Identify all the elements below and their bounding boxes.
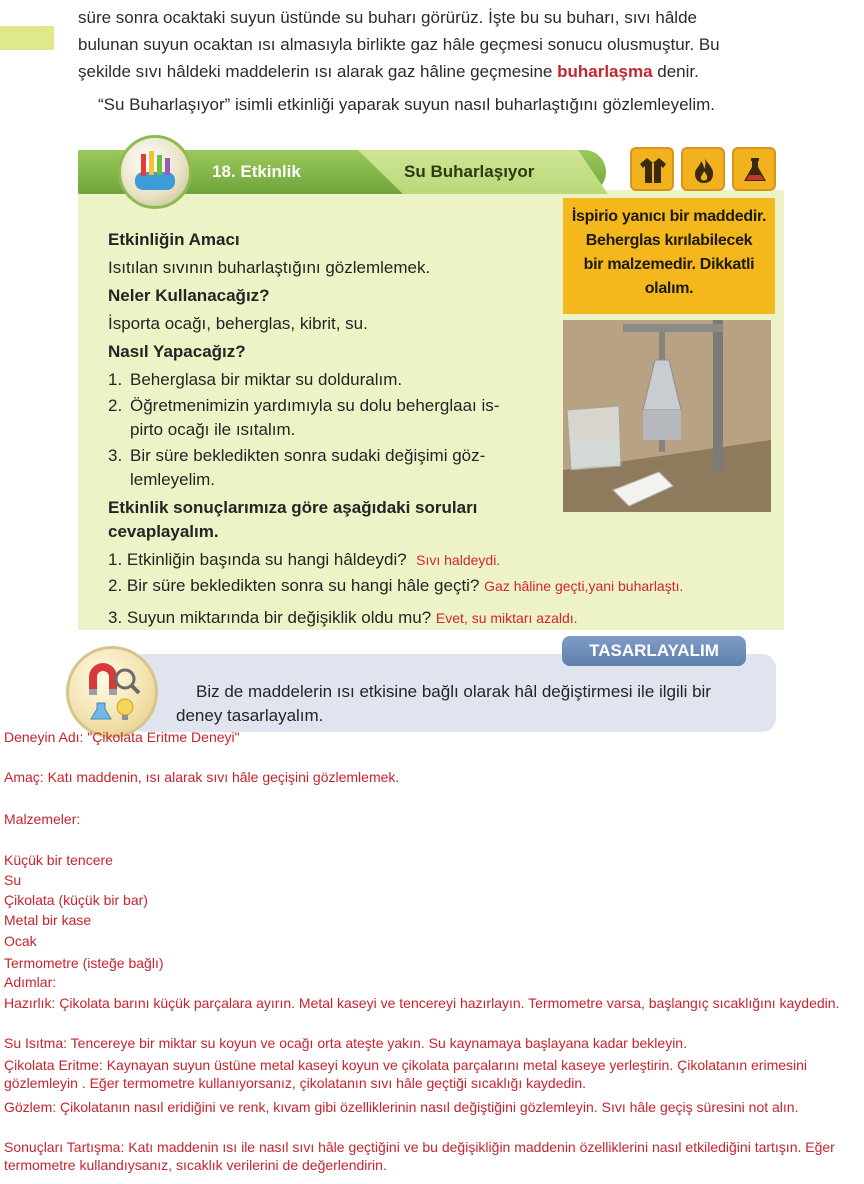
step-text: pirto ocağı ile ısıtalım.: [130, 420, 296, 439]
list-item: [108, 394, 552, 442]
step-text: Bir süre bekledikten sonra sudaki değişimi göz-: [130, 446, 486, 465]
materials-text: İsporta ocağı, beherglas, kibrit, su.: [108, 314, 368, 333]
experiment-step: Hazırlık: Çikolata barını küçük parçalara ayırın. Metal kaseyi ve tencereyi hazırlayın. Termometre varsa, başlangıç sıcaklığını kaydedin.: [4, 995, 840, 1011]
warning-line: İspirio yanıcı bir maddedir.: [571, 208, 767, 225]
experiment-step: Gözlem: Çikolatanın nasıl eridiğini ve renk, kıvam gibi özelliklerinin nasıl değiştiğini gözlemleyin. Sıvı hâle geçiş süresini not alın.: [4, 1099, 799, 1115]
question-number: 3.: [108, 608, 123, 627]
list-item: [108, 444, 552, 492]
results-heading: cevaplayalım.: [108, 522, 219, 541]
question-text: Bir süre bekledikten sonra su hangi hâle geçti?: [126, 576, 480, 595]
intro-line: [78, 58, 798, 85]
experiment-step: Su Isıtma: Tencereye bir miktar su koyun ve ocağı orta ateşte yakın. Su kaynamaya başlayana kadar bekleyin.: [4, 1035, 687, 1051]
step-number: 2.: [108, 396, 123, 415]
experiment-aim: Amaç: Katı maddenin, ısı alarak sıvı hâle geçişini gözlemlemek.: [4, 769, 400, 785]
material-item: Termometre (isteğe bağlı): [4, 955, 164, 971]
material-item: Küçük bir tencere: [4, 852, 113, 868]
activity-number: 18. Etkinlik: [212, 162, 301, 181]
question-text: Etkinliğin başında su hangi hâldeydi?: [126, 550, 407, 569]
intro-line: süre sonra ocaktaki suyun üstünde su buharı görürüz. İşte bu su buharı, sıvı hâlde: [78, 8, 697, 27]
answer-text: Sıvı haldeydi.: [416, 552, 501, 568]
experiment-step: Çikolata Eritme: Kaynayan suyun üstüne metal kaseyi koyun ve çikolata parçalarını metal kaseye yerleştirin. Çikolatanın erimesini gözlemleyin . Eğer termometre kullanıyorsanız, çikolatanın sıvı hâle geçtiği sıcaklığı kaydedin.: [4, 1057, 808, 1091]
aim-heading: Etkinliğin Amacı: [108, 230, 240, 249]
experiment-steps-heading: Adımlar:: [4, 974, 57, 990]
experiment-materials-heading: Malzemeler:: [4, 811, 81, 827]
question-item: [108, 574, 683, 598]
flask-icon: [732, 147, 776, 191]
experiment-name: Deneyin Adı: "Çikolata Eritme Deneyi": [4, 729, 240, 745]
activity-title: Su Buharlaşıyor: [404, 162, 535, 181]
material-item: Su: [4, 872, 22, 888]
materials-heading: Neler Kullanacağız?: [108, 286, 270, 305]
intro-text: şekilde sıvı hâldeki maddelerin ısı alarak gaz hâline geçmesine: [78, 62, 558, 81]
list-item: [108, 368, 552, 392]
design-label: TASARLAYALIM: [562, 636, 746, 666]
margin-tab: [0, 26, 54, 50]
design-line: Biz de maddelerin ısı etkisine bağlı olarak hâl değiştirmesi ile ilgili bir: [196, 682, 711, 701]
intro-line: “Su Buharlaşıyor” isimli etkinliği yaparak suyun nasıl buharlaştığını gözlemleyelim.: [98, 95, 715, 114]
warning-line: bir malzemedir. Dikkatli: [583, 256, 755, 273]
design-text: [176, 680, 766, 728]
question-item: [108, 548, 500, 572]
term-highlight: buharlaşma: [557, 62, 653, 81]
answer-text: Evet, su miktarı azaldı.: [435, 610, 578, 626]
flame-icon: [681, 147, 725, 191]
intro-text: denir.: [652, 62, 699, 81]
lab-coat-icon: [630, 147, 674, 191]
answer-text: Gaz hâline geçti,yani buharlaştı.: [484, 578, 684, 594]
magnet-science-icon: [66, 646, 158, 738]
step-text: Öğretmenimizin yardımıyla su dolu beherglaaı is-: [130, 396, 500, 415]
question-number: 1.: [108, 550, 123, 569]
question-text: Suyun miktarında bir değişiklik oldu mu?: [126, 608, 432, 627]
material-item: Metal bir kase: [4, 912, 92, 928]
step-text: lemleyelim.: [130, 470, 216, 489]
warning-line: Beherglas kırılabilecek: [585, 232, 753, 249]
pencil-case-icon: [118, 135, 192, 209]
question-item: [108, 606, 578, 630]
step-text: Beherglasa bir miktar su dolduralım.: [130, 370, 403, 389]
method-heading: Nasıl Yapacağız?: [108, 342, 246, 361]
step-number: 3.: [108, 446, 123, 465]
experiment-photo: [563, 320, 771, 512]
warning-text: [568, 205, 770, 301]
design-line: deney tasarlayalım.: [176, 706, 324, 725]
intro-line: bulunan suyun ocaktan ısı almasıyla birlikte gaz hâle geçmesi sonucu olusmuştur. Bu: [78, 35, 720, 54]
results-heading: Etkinlik sonuçlarımıza göre aşağıdaki soruları: [108, 498, 478, 517]
question-number: 2.: [108, 576, 123, 595]
material-item: Çikolata (küçük bir bar): [4, 892, 148, 908]
warning-line: olalım.: [644, 280, 694, 297]
experiment-step: Sonuçları Tartışma: Katı maddenin ısı ile nasıl sıvı hâle geçtiğini ve bu değişikliğin maddenin özelliklerini nasıl etkilediğini tartışın. Eğer termometre kullandıysanız, sıcaklık verilerini de değerlendirin.: [4, 1139, 835, 1173]
step-number: 1.: [108, 370, 123, 389]
intro-paragraph: [78, 4, 798, 118]
material-item: Ocak: [4, 933, 37, 949]
aim-text: Isıtılan sıvının buharlaştığını gözlemlemek.: [108, 258, 431, 277]
